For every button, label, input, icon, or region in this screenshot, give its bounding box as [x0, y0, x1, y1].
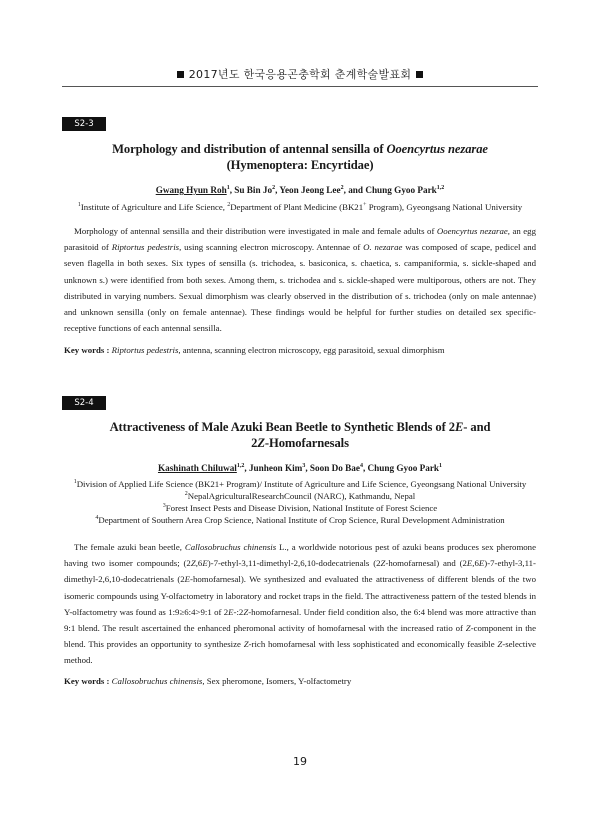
author-sup: 1,2: [436, 184, 445, 191]
author-sup: 1: [226, 184, 230, 191]
running-header: [0, 66, 600, 82]
header-text: 2017년도 한국응용곤충학회 춘계학술발표회: [188, 68, 412, 81]
affil-line: $^1$Division of Applied Life Science (BK21+ Program)/ Institute of Agriculture and Life Science, Gyeongsang National University: [73, 479, 527, 489]
author-sup: 2: [272, 184, 276, 191]
title-text: (Hymenoptera: Encyrtidae): [226, 158, 374, 172]
square-bullet-icon: [416, 71, 423, 78]
title-italic: Z: [257, 436, 265, 450]
affil-text: Program), Gyeongsang National University: [366, 202, 523, 212]
author: Chung Gyoo Park: [365, 185, 437, 195]
presenting-author: Kashinath Chiluwal: [157, 463, 237, 473]
square-bullet-icon: [177, 71, 184, 78]
affiliations: [62, 478, 538, 526]
title-italic: E: [454, 420, 464, 434]
author: Chung Gyoo Park: [367, 463, 440, 473]
keyword-italic: Callosobruchus chinensis: [111, 676, 203, 686]
abstract: Morphology of antennal sensilla and their distribution were investigated in male and female adults of Ooencyrtus nezarae, an egg parasitoid of Riptortus pedestris, using scanning electron microscopy. Antennae of O. nezarae was composed of scape, pedicel and seven flagella in both sexes. Six types of sensilla (s. trichodea, s. basiconica, s. chaetica, s. campaniformia, s. sickle-shaped and unknown s.) were identified from both sexes. Among them, s. trichodea and s. sickle-shaped were multiporous, others are not. They distributed in varying numbers. Sexual dimorphism was clearly observed in the distribution of s. trichodea (only on male antennae) and unknown sensilla (only on female antennae). These findings would be helpful for further studies on detailed sex specific-receptive functions of each antennal sensilla.: [64, 226, 536, 334]
author-sup: 1: [439, 462, 443, 469]
affil-sup: +: [363, 202, 367, 209]
session-badge: S2-4: [62, 396, 106, 410]
author-sup: 2: [340, 184, 344, 191]
paper-title: [62, 141, 538, 173]
title-text: Morphology and distribution of antennal sensilla of: [112, 142, 387, 156]
title-text: Attractiveness of Male Azuki Bean Beetle to Synthetic Blends of 2: [109, 420, 455, 434]
author-list: Gwang Hyun Roh$^1$, Su Bin Jo$^2$, Yeon Jeong Lee$^2$, and Chung Gyoo Park$^{1,2}$: [155, 184, 445, 195]
keywords-label: Key words :: [64, 345, 112, 355]
author-sup: 1,2: [236, 462, 245, 469]
title-text: - and: [463, 420, 491, 434]
author: Su Bin Jo: [234, 185, 273, 195]
keywords-text: , antenna, scanning electron microscopy, egg parasitoid, sexual dimorphism: [178, 345, 445, 355]
affil-sup: 2: [227, 202, 231, 209]
affil-text: Department of Plant Medicine (BK21: [230, 202, 364, 212]
keywords-label: Key words :: [64, 676, 112, 686]
title-text: 2: [251, 436, 258, 450]
page-number: 19: [293, 755, 307, 768]
author: Junheon Kim: [248, 463, 303, 473]
session-badge: S2-3: [62, 117, 106, 131]
keywords: [64, 676, 536, 686]
author-list: Kashinath Chiluwal$^{1,2}$, Junheon Kim$^3$, Soon Do Bae$^4$, Chung Gyoo Park$^1$: [157, 462, 443, 473]
title-text: -Homofarnesals: [264, 436, 349, 450]
abstract: The female azuki bean beetle, Callosobruchus chinensis L., a worldwide notorious pest of azuki beans produces sex pheromone having two isomer compounds; (2Z,6E)-7-ethyl-3,11-dimethyl-2,6,10-dodecatrienals (2Z-homofarnesal) and (2E,6E)-7-ethyl-3,11-dimethyl-2,6,10-dodecatrienals (2E-homofarnesal). We synthesized and evaluated the attractiveness of different blends of the two isomeric compounds using Y-olfactometry in laboratory and rocket traps in the field. The attractiveness pattern of the tested blends in Y-olfactometry was found as 1:9≥6:4>9:1 of 2E-:2Z-homofarnesal. Under field condition also, the 6:4 blend was more attractive than 9:1 blend. The result ascertained the enhanced pheromonal activity of homofarnesal with the increased ratio of Z-component in the blend. This provides an opportunity to synthesize Z-rich homofarnesal with less sophisticated and economically feasible Z-selective method.: [64, 542, 536, 666]
title-species: Ooencyrtus nezarae: [386, 142, 488, 156]
author-sup: 4: [359, 462, 363, 469]
author: Yeon Jeong Lee: [279, 185, 341, 195]
affil-line: $^2$NepalAgriculturalResearchCouncil (NARC), Kathmandu, Nepal: [184, 491, 416, 501]
author: Soon Do Bae: [309, 463, 360, 473]
paper-title: [62, 419, 538, 451]
header-divider: [62, 86, 538, 87]
keyword-italic: Riptortus pedestris: [111, 345, 179, 355]
presenting-author: Gwang Hyun Roh: [155, 185, 227, 195]
affil-line: $^3$Forest Insect Pests and Disease Division, National Institute of Forest Science: [162, 503, 438, 513]
affil-line: $^4$Department of Southern Area Crop Science, National Institute of Crop Science, Rural Development Administration: [95, 515, 505, 525]
keywords-text: , Sex pheromone, Isomers, Y-olfactometry: [202, 676, 352, 686]
keywords: [64, 345, 536, 355]
affil-sup: 1: [77, 202, 81, 209]
author-sup: 3: [302, 462, 306, 469]
affiliations: [62, 201, 538, 213]
affil-text: Institute of Agriculture and Life Science,: [80, 202, 228, 212]
